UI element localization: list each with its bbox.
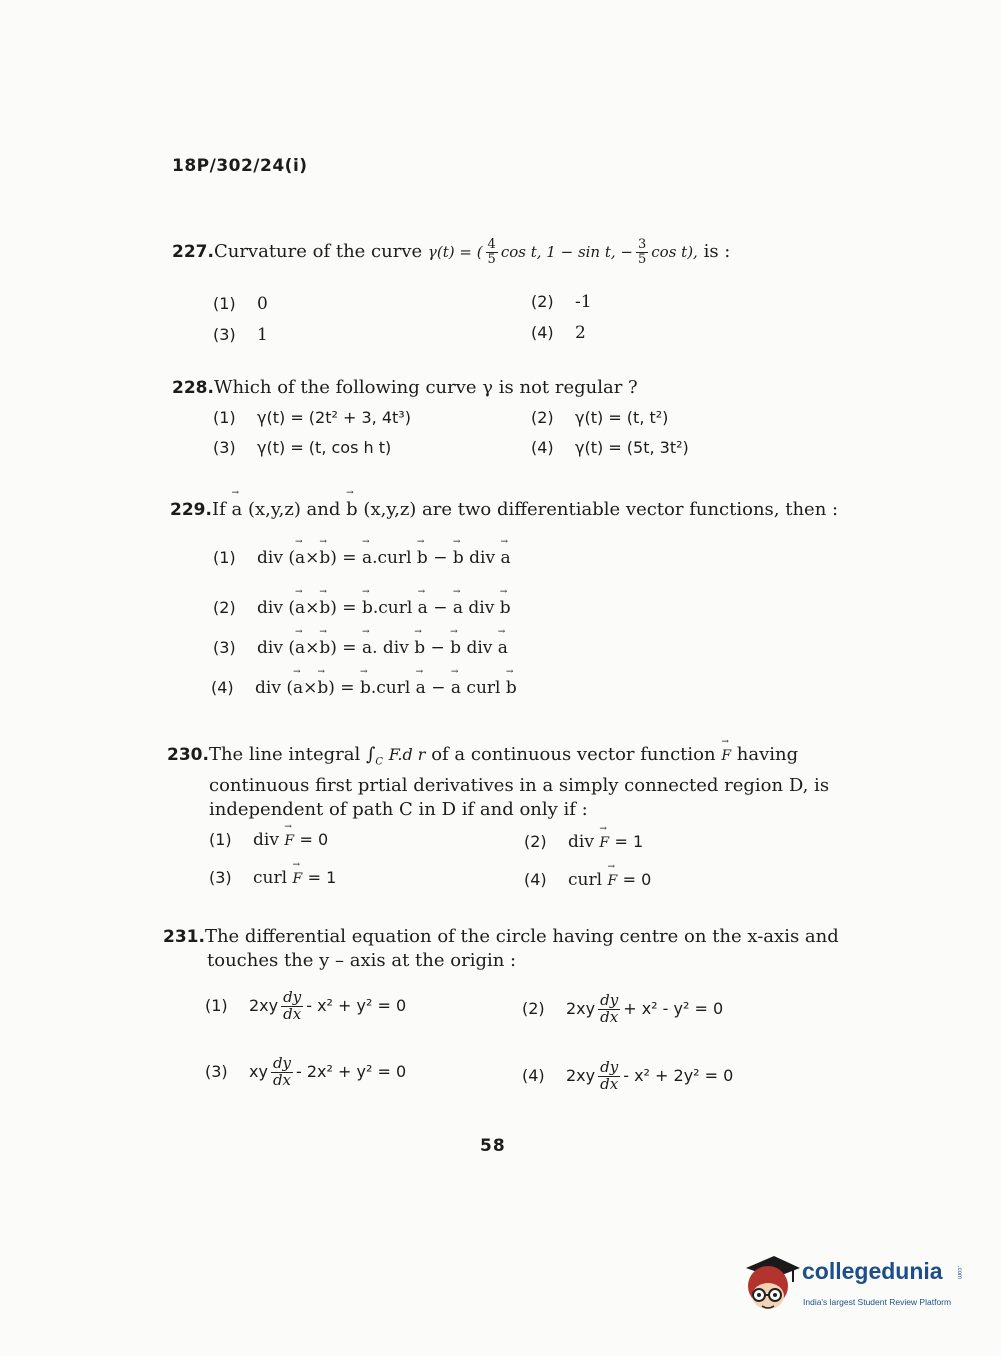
collegedunia-logo	[742, 1250, 972, 1320]
question-229: 229.If → a (x,y,z) and → b (x,y,z) are two differentiable vector functions, then :	[170, 499, 838, 520]
mascot-icon	[742, 1250, 802, 1320]
derivative-fraction: $\frac{dy}{dx}$	[600, 991, 619, 1026]
question-text: Which of the following curve γ is not regular ?	[213, 377, 638, 398]
option-3: (3) xy $\frac{dy}{dx}$ - 2x² + y² = 0	[205, 1054, 407, 1089]
question-231: 231.The differential equation of the circle having centre on the x-axis and	[163, 926, 839, 947]
option-3: (3) 1	[213, 325, 268, 345]
option-3: (3) γ(t) = (t, cos h t)	[213, 438, 392, 457]
option-4: (4) curl → F = 0	[524, 870, 651, 890]
question-text: Curvature of the curve	[213, 241, 423, 263]
option-4: (4) 2xy $\frac{dy}{dx}$ - x² + 2y² = 0	[522, 1058, 734, 1093]
option-1: (1) div (→ a×→ b) = → a.curl → b − → b div → a	[213, 548, 511, 568]
brand-dotcom: .com	[956, 1266, 962, 1280]
option-2: (2) 2xy $\frac{dy}{dx}$ + x² - y² = 0	[522, 991, 724, 1026]
question-230-line2: continuous first prtial derivatives in a simply connected region D, is	[209, 775, 830, 796]
option-2: (2) div → F = 1	[524, 832, 643, 852]
formula-part: γ(t) = (	[427, 243, 483, 262]
derivative-fraction: $\frac{dy}{dx}$	[283, 988, 302, 1023]
option-1: (1) 2xy $\frac{dy}{dx}$ - x² + y² = 0	[205, 988, 407, 1023]
paper-code: 18P/302/24(i)	[172, 156, 308, 176]
option-3: (3) div (→ a×→ b) = → a. div → b − → b div → a	[213, 638, 508, 658]
vector-F: → F	[721, 748, 731, 764]
option-1: (1) γ(t) = (2t² + 3, 4t³)	[213, 408, 411, 427]
question-number: 231.	[163, 927, 205, 947]
fraction: $\frac{4}{5}$	[487, 237, 496, 267]
vector-b: → b	[346, 499, 358, 520]
brand-tagline: India's largest Student Review Platform	[803, 1297, 952, 1307]
derivative-fraction: $\frac{dy}{dx}$	[600, 1058, 619, 1093]
question-end: is :	[703, 241, 731, 263]
option-4: (4) 2	[531, 323, 586, 343]
question-number: 230.	[167, 745, 209, 765]
integral-sign: ∫	[366, 744, 376, 765]
option-2: (2) γ(t) = (t, t²)	[531, 408, 669, 427]
integrand: F.d r	[388, 745, 426, 764]
option-2: (2) -1	[531, 292, 592, 312]
option-1: (1) div → F = 0	[209, 830, 328, 850]
vector-a: → a	[231, 499, 242, 520]
question-230-line3: independent of path C in D if and only if :	[209, 799, 588, 820]
question-number: 227.	[172, 242, 214, 263]
derivative-fraction: $\frac{dy}{dx}$	[272, 1054, 292, 1089]
question-number: 229.	[170, 500, 212, 520]
formula-part: cos t),	[651, 243, 698, 262]
brand-name: collegedunia	[802, 1258, 943, 1284]
option-4: (4) γ(t) = (5t, 3t²)	[531, 438, 689, 457]
question-227	[172, 238, 730, 266]
option-2: (2) div (→ a×→ b) = → b.curl → a − → a div → b	[213, 598, 511, 618]
option-4: (4) div (→ a×→ b) = → b.curl → a − → a curl → b	[211, 678, 517, 698]
page-number: 58	[480, 1136, 506, 1156]
fraction: $\frac{3}{5}$	[638, 237, 647, 267]
option-3: (3) curl → F = 1	[209, 868, 336, 888]
question-228	[172, 377, 638, 398]
question-231-line2: touches the y – axis at the origin :	[207, 950, 517, 971]
option-1: (1) 0	[213, 294, 268, 314]
question-230: 230.The line integral $\int_C$ F.d r of a continuous vector function → F having	[167, 744, 798, 768]
formula-part: cos t, 1 − sin t, −	[500, 243, 633, 262]
question-number: 228.	[172, 378, 214, 398]
